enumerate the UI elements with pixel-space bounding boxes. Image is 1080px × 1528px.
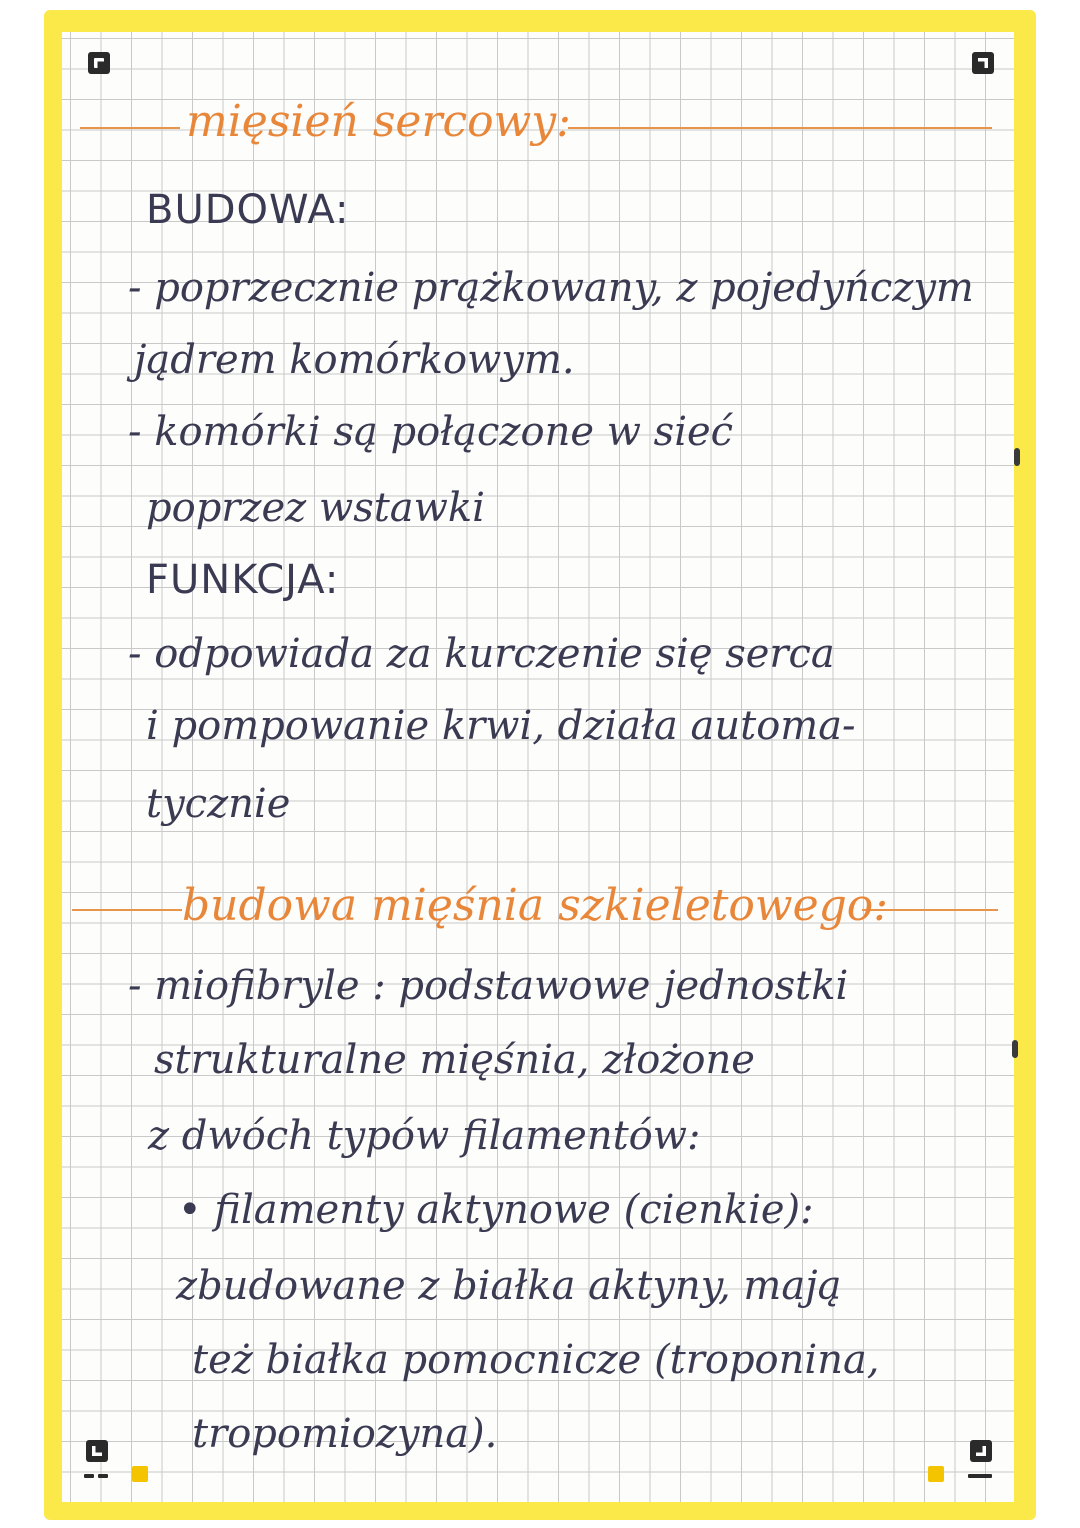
page-edge-mark bbox=[1014, 448, 1020, 466]
label-budowa: BUDOWA: bbox=[146, 187, 350, 233]
corner-marker-bottom-right bbox=[970, 1440, 992, 1462]
section-heading-skeletal-muscle: budowa mięśnia szkieletowego: bbox=[182, 880, 889, 931]
page-edge-mark bbox=[1012, 1040, 1018, 1058]
text-line: tycznie bbox=[146, 781, 291, 827]
text-line: - miofibryle : podstawowe jednostki bbox=[128, 963, 849, 1009]
text-line: - poprzecznie prążkowany, z pojedyńczym bbox=[128, 265, 974, 311]
text-line: i pompowanie krwi, działa automa- bbox=[146, 703, 856, 749]
dash-mark bbox=[84, 1474, 94, 1478]
text-line: jądrem komórkowym. bbox=[134, 337, 575, 383]
dash-mark bbox=[98, 1474, 108, 1478]
text-line: - komórki są połączone w sieć bbox=[128, 409, 734, 455]
heading-underline bbox=[80, 127, 180, 129]
dash-mark bbox=[968, 1474, 992, 1478]
corner-marker-top-left bbox=[88, 52, 110, 74]
text-line: • filamenty aktynowe (cienkie): bbox=[178, 1187, 814, 1233]
heading-underline bbox=[568, 127, 992, 129]
text-line: poprzez wstawki bbox=[146, 485, 485, 531]
text-line: zbudowane z białka aktyny, mają bbox=[176, 1263, 842, 1309]
heading-underline bbox=[72, 909, 182, 911]
corner-marker-bottom-left bbox=[86, 1440, 108, 1462]
section-heading-heart-muscle: mięsień sercowy: bbox=[186, 96, 571, 147]
yellow-square-right bbox=[928, 1466, 944, 1482]
text-line: z dwóch typów filamentów: bbox=[148, 1113, 701, 1159]
text-line: - odpowiada za kurczenie się serca bbox=[128, 631, 835, 677]
text-line: strukturalne mięśnia, złożone bbox=[154, 1037, 755, 1083]
text-line: też białka pomocnicze (troponina, bbox=[192, 1337, 880, 1383]
text-line: tropomiozyna). bbox=[192, 1411, 498, 1457]
label-funkcja: FUNKCJA: bbox=[146, 557, 340, 603]
corner-marker-top-right bbox=[972, 52, 994, 74]
yellow-square-left bbox=[132, 1466, 148, 1482]
